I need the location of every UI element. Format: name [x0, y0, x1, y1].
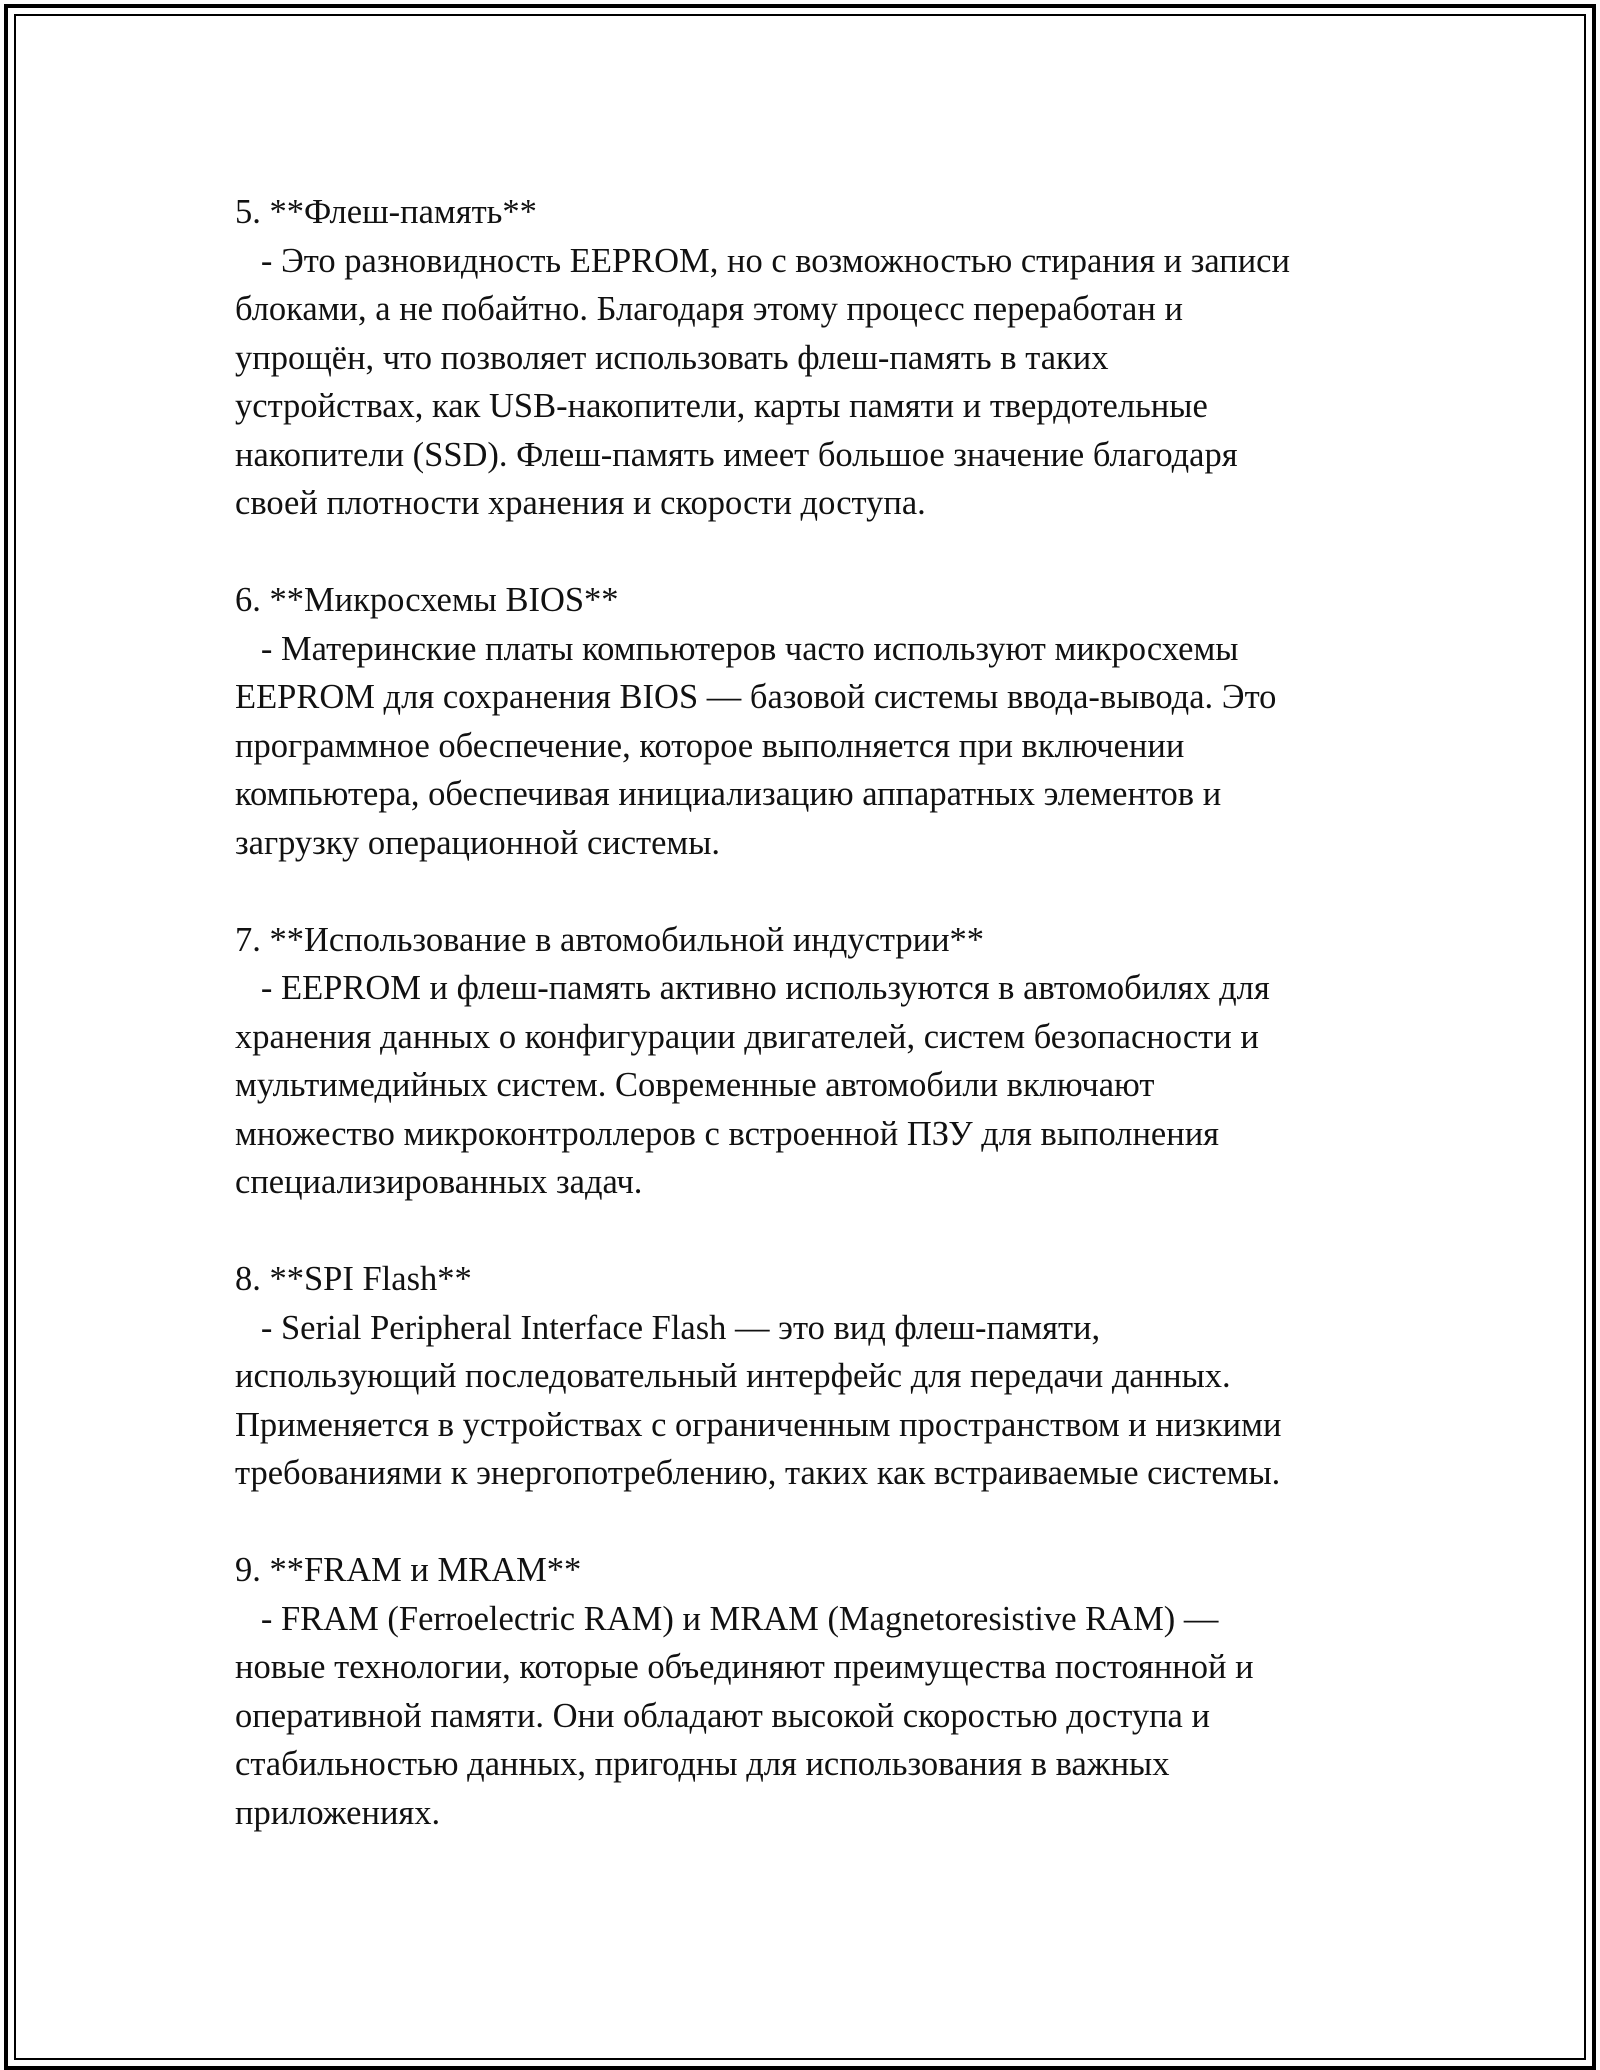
section-automotive: [235, 916, 1415, 1207]
section-spi-flash: [235, 1255, 1415, 1498]
section-heading: 9. **FRAM и MRAM**: [235, 1551, 582, 1589]
section-paragraph: - FRAM (Ferroelectric RAM) и MRAM (Magnetoresistive RAM) — новые технологии, которые объединяют преимущества постоянной и оперативной памяти. Они обладают высокой скоростью доступа и стабильностью данных, пригодны для использования в важных приложениях.: [235, 1599, 1254, 1832]
document-body: [235, 188, 1415, 1886]
section-paragraph: - Serial Peripheral Interface Flash — это вид флеш-памяти, использующий последовательный интерфейс для передачи данных. Применяется в устройствах с ограниченным пространством и низкими требованиями к энергопотреблению, таких как встраиваемые системы.: [235, 1308, 1282, 1492]
section-fram-mram: [235, 1546, 1415, 1837]
section-heading: 7. **Использование в автомобильной индустрии**: [235, 920, 985, 959]
section-flash-memory: [235, 188, 1415, 528]
section-paragraph: - Это разновидность EEPROM, но с возможностью стирания и записи блоками, а не побайтно. Благодаря этому процесс переработан и упрощён, что позволяет использовать флеш-память в таких устройствах, как USB-накопители, карты памяти и твердотельные накопители (SSD). Флеш-память имеет большое значение благодаря своей плотности хранения и скорости доступа.: [235, 241, 1290, 522]
section-bios-chips: [235, 576, 1415, 867]
section-paragraph: - EEPROM и флеш-память активно используются в автомобилях для хранения данных о конфигурации двигателей, систем безопасности и мультимедийных систем. Современные автомобили включают множество микроконтроллеров с встроенной ПЗУ для выполнения специализированных задач.: [235, 969, 1270, 1201]
section-heading: 5. **Флеш-память**: [235, 193, 537, 231]
section-paragraph: - Материнские платы компьютеров часто используют микросхемы EEPROM для сохранения BIOS — базовой системы ввода-вывода. Это программное обеспечение, которое выполняется при включении компьютера, обеспечивая инициализацию аппаратных элементов и загрузку операционной системы.: [235, 629, 1277, 862]
section-heading: 8. **SPI Flash**: [235, 1260, 472, 1298]
section-heading: 6. **Микросхемы BIOS**: [235, 581, 619, 619]
